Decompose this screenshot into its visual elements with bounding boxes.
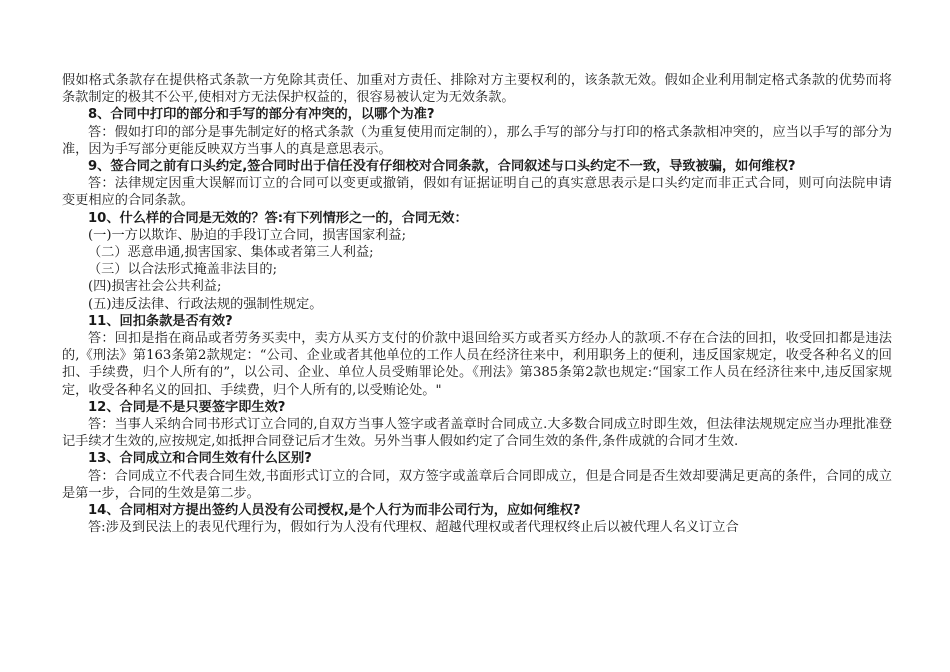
paragraph-format-clause: 假如格式条款存在提供格式条款一方免除其责任、加重对方责任、排除对方主要权利的，该条款无效。假如企业利用制定格式条款的优势而将条款制定的极其不公平,使相对方无法保护权益的，很容易被认定为无效条款。	[62, 73, 892, 106]
answer-12: 答：当事人采纳合同书形式订立合同的,自双方当事人签字或者盖章时合同成立.大多数合同成立时即生效，但法律法规规定应当办理批准登记手续才生效的,应按规定,如抵押合同登记后才生效。另外当事人假如约定了合同生效的条件,条件成就的合同才生效.	[62, 417, 892, 450]
answer-9: 答：法律规定因重大误解而订立的合同可以变更或撤销，假如有证据证明自己的真实意思表示是口头约定而非正式合同，则可向法院申请变更相应的合同条款。	[62, 176, 892, 209]
question-14: 14、合同相对方提出签约人员没有公司授权,是个人行为而非公司行为，应如何维权?	[88, 503, 581, 519]
answer-13: 答：合同成立不代表合同生效,书面形式订立的合同，双方签字或盖章后合同即成立，但是合同是否生效却要满足更高的条件，合同的成立是第一步，合同的生效是第二步。	[62, 468, 892, 501]
document-page	[62, 72, 892, 536]
list-item: （二）恶意串通,损害国家、集体或者第三人利益;	[88, 245, 374, 261]
answer-8: 答：假如打印的部分是事先制定好的格式条款（为重复使用而定制的），那么手写的部分与打印的格式条款相冲突的，应当以手写的部分为准，因为手写部分更能反映双方当事人的真是意思表示。	[62, 124, 892, 157]
list-item: (五)违反法律、行政法规的强制性规定。	[88, 296, 323, 312]
list-item: (四)损害社会公共利益;	[88, 279, 222, 295]
answer-14: 答:涉及到民法上的表见代理行为，假如行为人没有代理权、超越代理权或者代理权终止后以被代理人名义订立合	[88, 520, 739, 536]
question-10: 10、什么样的合同是无效的？答:有下列情形之一的，合同无效：	[88, 210, 468, 226]
question-11: 11、回扣条款是否有效?	[88, 313, 233, 329]
question-13: 13、合同成立和合同生效有什么区别?	[88, 451, 312, 467]
list-item: （三）以合法形式掩盖非法目的;	[88, 262, 278, 278]
answer-11: 答：回扣是指在商品或者劳务买卖中，卖方从买方支付的价款中退回给买方或者买方经办人的款项.不存在合法的回扣，收受回扣都是违法的,《刑法》第163条第2款规定：“公司、企业或者其他单位的工作人员在经济往来中，利用职务上的便利，违反国家规定，收受各种名义的回扣、手续费，归个人所有的”，以公司、企业、单位人员受贿罪论处。《刑法》第385条第2款也规定:“国家工作人员在经济往来中,违反国家规定，收受各种名义的回扣、手续费，归个人所有的,以受贿论处。"	[62, 331, 892, 398]
question-12: 12、合同是不是只要签字即生效?	[88, 399, 286, 415]
list-item: (一)一方以欺诈、胁迫的手段订立合同，损害国家利益;	[88, 227, 407, 243]
question-8: 8、合同中打印的部分和手写的部分有冲突的，以哪个为准?	[88, 107, 435, 123]
question-9: 9、签合同之前有口头约定,签合同时出于信任没有仔细校对合同条款，合同叙述与口头约定不一致，导致被骗，如何维权?	[88, 159, 796, 175]
